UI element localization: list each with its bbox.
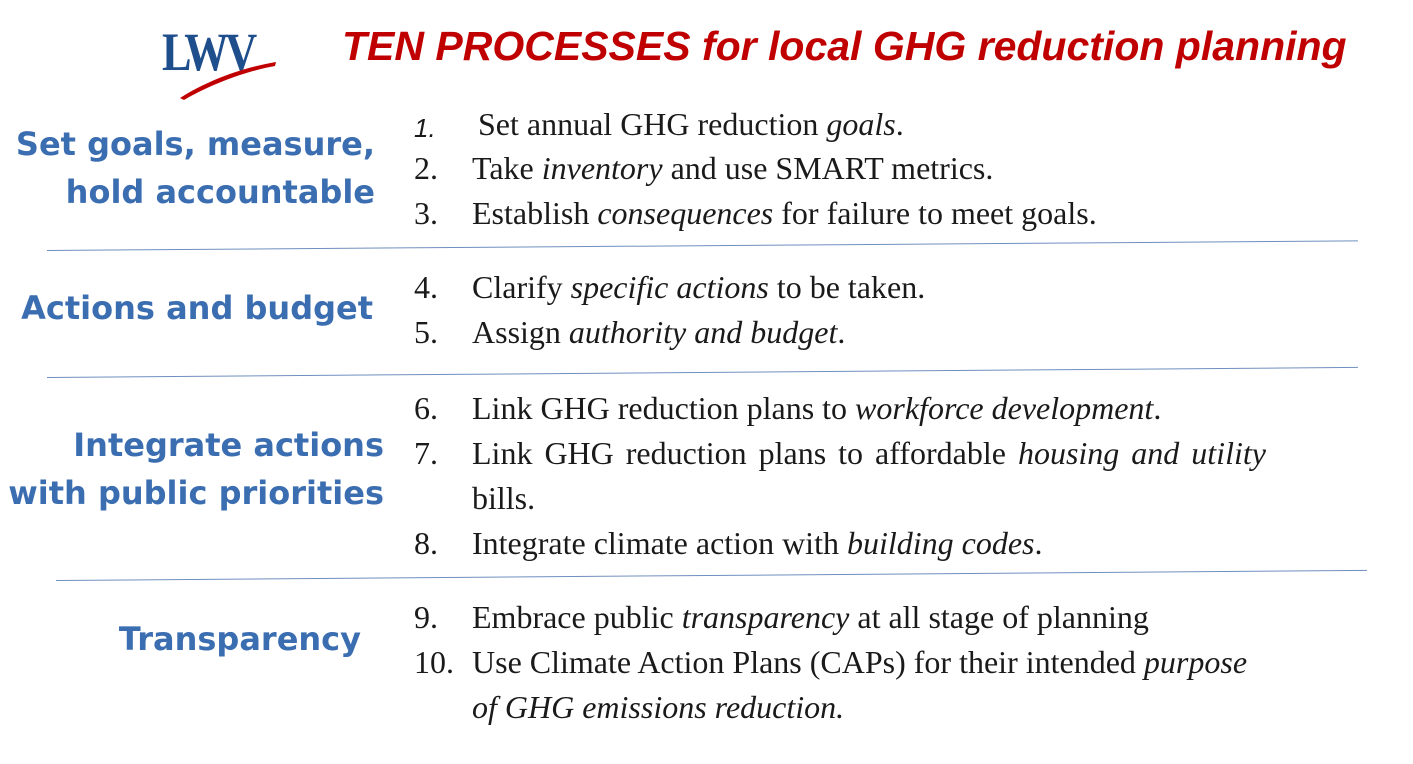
- section-label-integrate: [8, 421, 384, 517]
- list-item-text: Establish: [472, 195, 598, 231]
- section-label-transparency: [119, 615, 361, 663]
- list-item-text: Integrate climate action with: [472, 525, 847, 561]
- list-item-number: 6.: [414, 390, 438, 426]
- list-item-emphasis: workforce development: [855, 390, 1154, 426]
- list-item-text: at all stage of planning: [849, 599, 1149, 635]
- list-item-text: .: [895, 106, 904, 142]
- list-item-text: Take: [472, 150, 542, 186]
- lwv-logo: [160, 22, 280, 102]
- list-item-emphasis: goals: [826, 106, 896, 142]
- section-label-line: with public priorities: [8, 474, 384, 512]
- list-item-text: .: [837, 314, 846, 350]
- list-item-emphasis: of GHG emissions reduction.: [472, 689, 845, 725]
- list-item-text: Assign: [472, 314, 569, 350]
- list-item-continuation: [472, 476, 535, 520]
- list-item-emphasis: housing and utility: [1017, 435, 1266, 471]
- list-item-emphasis: transparency: [681, 599, 850, 635]
- list-item-text: Set annual GHG reduction: [478, 106, 827, 142]
- list-item-emphasis: inventory: [541, 150, 663, 186]
- section-divider: [56, 570, 1367, 581]
- section-label-line: Integrate actions: [73, 426, 384, 464]
- section-label-actions: [21, 284, 373, 332]
- list-item-number: 1.: [414, 113, 436, 143]
- section-label-line: hold accountable: [65, 173, 375, 211]
- list-item-text: Clarify: [472, 269, 571, 305]
- section-divider: [47, 240, 1358, 251]
- list-item-text: for failure to meet goals.: [773, 195, 1097, 231]
- list-item-number: 2.: [414, 150, 438, 186]
- list-item-text: Embrace public: [472, 599, 682, 635]
- list-item-emphasis: authority and budget: [568, 314, 838, 350]
- list-item-emphasis: building codes: [846, 525, 1035, 561]
- list-item-number: 3.: [414, 195, 438, 231]
- section-divider: [47, 367, 1358, 378]
- section-label-line: Set goals, measure,: [15, 125, 375, 163]
- list-item-text: Link GHG reduction plans to affordable: [472, 435, 1018, 471]
- page-title: TEN PROCESSES for local GHG reduction planning: [342, 23, 1347, 69]
- list-item-text: Use Climate Action Plans (CAPs) for their intended: [472, 644, 1144, 680]
- list-item-continuation: [472, 685, 844, 729]
- list-item-emphasis: consequences: [597, 195, 774, 231]
- list-item-text: to be taken.: [768, 269, 926, 305]
- list-item-number: 7.: [414, 435, 438, 471]
- list-item-text: Link GHG reduction plans to: [472, 390, 856, 426]
- list-item-number: 10.: [414, 644, 454, 680]
- list-item-text: and use SMART metrics.: [662, 150, 994, 186]
- list-item-text: .: [1153, 390, 1162, 426]
- list-item-number: 9.: [414, 599, 438, 635]
- list-item-number: 5.: [414, 314, 438, 350]
- list-item-emphasis: purpose: [1143, 644, 1248, 680]
- list-item-number: 4.: [414, 269, 438, 305]
- section-label-goals: [16, 120, 375, 216]
- section-label-line: Actions and budget: [21, 289, 373, 327]
- list-item-emphasis: specific actions: [570, 269, 769, 305]
- logo-swoosh-icon: [160, 22, 280, 102]
- list-item-text: bills.: [472, 480, 536, 516]
- logo-text: LWV: [162, 22, 254, 82]
- list-item-number: 8.: [414, 525, 438, 561]
- section-label-line: Transparency: [118, 620, 361, 658]
- list-item-text: .: [1034, 525, 1043, 561]
